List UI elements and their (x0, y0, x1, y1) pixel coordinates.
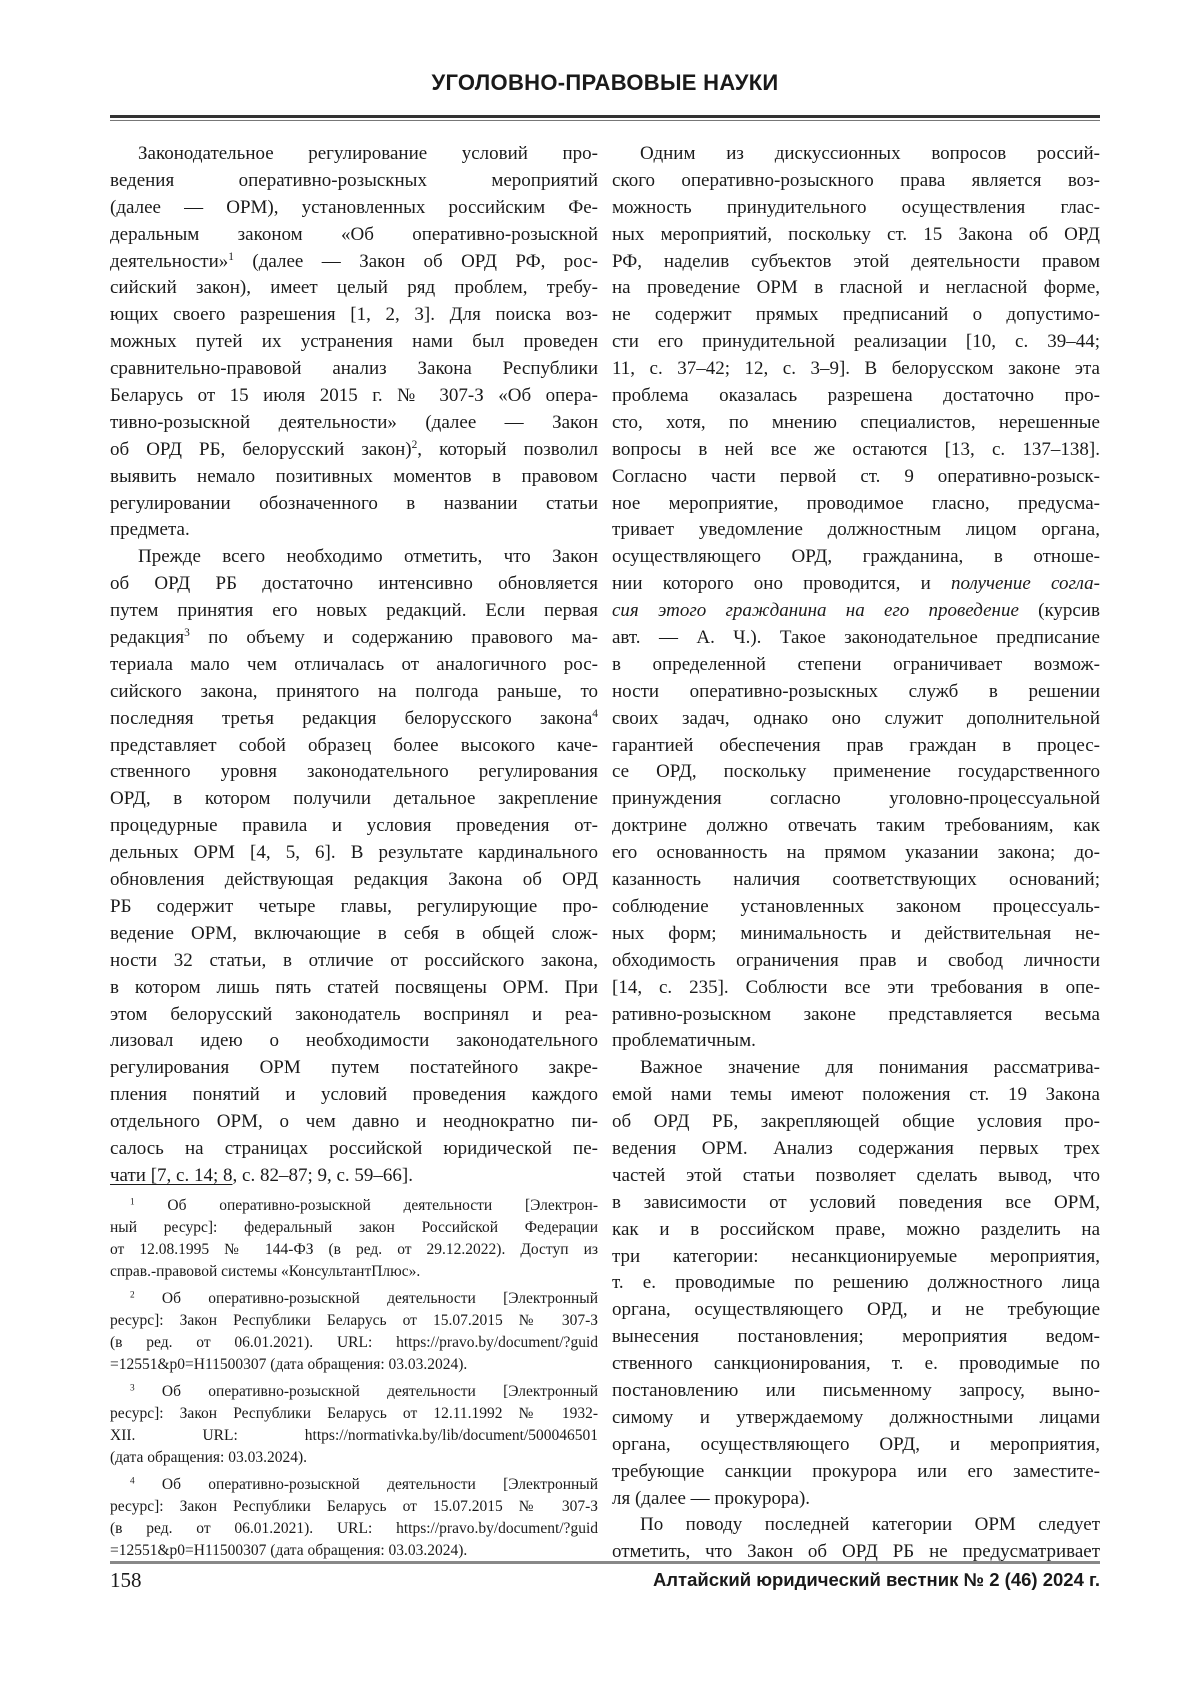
text-line (110, 894, 598, 921)
text-line (110, 141, 598, 168)
text-run: ное мероприятие, проводимое гласно, предусма- (612, 493, 1100, 514)
text-line (110, 625, 598, 652)
text-run: т. е. проводимые по решению должностного лица (612, 1272, 1100, 1293)
text-line (612, 517, 1100, 544)
text-run: Согласно части первой ст. 9 оперативно-розыск- (612, 466, 1100, 487)
text-line (110, 302, 598, 329)
text-line (612, 1055, 1100, 1082)
text-line (110, 867, 598, 894)
text-line (110, 1518, 598, 1540)
footnote-ref: 1 (228, 251, 234, 263)
text-line (110, 598, 598, 625)
text-run: обходимость ограничения прав и свобод личности (612, 950, 1100, 971)
text-line (110, 437, 598, 464)
text-run: пления понятий и условий проведения каждого (110, 1084, 598, 1105)
text-run: По поводу последней категории ОРМ следует (640, 1514, 1100, 1535)
text-line (612, 329, 1100, 356)
footnote-ref: 2 (130, 1290, 135, 1300)
text-run: сто, хотя, по мнению специалистов, нерешенные (612, 412, 1100, 433)
text-run: деральным законом «Об оперативно-розыскной (110, 224, 598, 245)
section-title: УГОЛОВНО-ПРАВОВЫЕ НАУКИ (110, 70, 1100, 96)
footnote (110, 1474, 598, 1562)
text-line (110, 275, 598, 302)
text-line (110, 1540, 598, 1562)
text-line (612, 733, 1100, 760)
page-number: 158 (110, 1568, 142, 1593)
text-run: отметить, что Закон об ОРД РБ не предусматривает (612, 1541, 1100, 1562)
text-line (612, 948, 1100, 975)
text-run: емой нами темы имеют положения ст. 19 Закона (612, 1084, 1100, 1105)
text-run: ственного уровня законодательного регулирования (110, 761, 598, 782)
italic-text: получение согла- (951, 573, 1100, 594)
footnote-ref: 2 (412, 439, 418, 451)
text-line (612, 410, 1100, 437)
footnote (110, 1195, 598, 1283)
text-line (612, 759, 1100, 786)
text-line (110, 168, 598, 195)
text-run: дельных ОРМ [4, 5, 6]. В результате кардинального (110, 842, 598, 863)
text-line (612, 464, 1100, 491)
text-run: (дата обращения: 03.03.2024). (110, 1449, 307, 1466)
text-line (612, 1486, 1100, 1513)
text-line (110, 1109, 598, 1136)
text-run: 11, с. 37–42; 12, с. 3–9]. В белорусском законе эта (612, 358, 1100, 379)
text-run: ведение ОРМ, включающие в себя в общей слож- (110, 923, 598, 944)
text-run: органа, осуществляющего ОРД, и мероприятия, (612, 1434, 1100, 1455)
text-run: принуждения согласно уголовно-процессуальной (612, 788, 1100, 809)
text-line (110, 733, 598, 760)
text-line (110, 222, 598, 249)
text-run: вынесения постановления; мероприятия ведом- (612, 1326, 1100, 1347)
text-line (612, 1378, 1100, 1405)
text-line (110, 1310, 598, 1332)
text-run: проблематичным. (612, 1030, 756, 1051)
text-line (612, 222, 1100, 249)
text-line (612, 1432, 1100, 1459)
text-run: =12551&p0=H11500307 (дата обращения: 03.03.2024). (110, 1356, 467, 1373)
text-line (110, 410, 598, 437)
text-run: ный ресурс]: федеральный закон Российской Федерации (110, 1219, 598, 1236)
text-run: Важное значение для понимания рассматрива- (640, 1057, 1100, 1078)
text-line (612, 1297, 1100, 1324)
text-run: ных мероприятий, поскольку ст. 15 Закона об ОРД (612, 224, 1100, 245)
text-run: казанность наличия соответствующих оснований; (612, 869, 1100, 890)
text-run: выявить немало позитивных моментов в правовом (110, 466, 598, 487)
text-run: путем принятия его новых редакций. Если первая (110, 600, 598, 621)
text-run: в котором лишь пять статей посвящены ОРМ. При (110, 977, 598, 998)
footnote (110, 1288, 598, 1376)
text-line (612, 1512, 1100, 1539)
text-run: тивно-розыскной деятельности» (далее — Закон (110, 412, 598, 433)
text-line (110, 1354, 598, 1376)
text-run: проблема оказалась разрешена достаточно про- (612, 385, 1100, 406)
text-run: осуществляющего ОРД, гражданина, в отноше- (612, 546, 1100, 567)
text-run: (курсив (1019, 600, 1100, 621)
text-run: регулирования ОРМ путем постатейного закре- (110, 1057, 598, 1078)
text-line (612, 571, 1100, 598)
left-column-body (110, 141, 598, 1190)
text-run: можных путей их устранения нами был проведен (110, 331, 598, 352)
text-run: в зависимости от условий поведения все ОРМ, (612, 1192, 1100, 1213)
text-line (110, 1239, 598, 1261)
journal-title: Алтайский юридический вестник № 2 (46) 2024 г. (653, 1569, 1100, 1591)
text-run: процедурные правила и условия проведения от- (110, 815, 598, 836)
text-run: последняя третья редакция белорусского закона (110, 708, 592, 729)
text-line (612, 1190, 1100, 1217)
text-line (110, 706, 598, 733)
text-run: , который позволил (417, 439, 598, 460)
text-run: не содержит прямых предписаний о допустимо- (612, 304, 1100, 325)
text-run: ресурс]: Закон Республики Беларусь от 15.07.2015 № 307-З (110, 1498, 598, 1515)
text-line (612, 1136, 1100, 1163)
text-line (110, 1332, 598, 1354)
text-line (110, 1055, 598, 1082)
text-line (110, 652, 598, 679)
text-line (612, 867, 1100, 894)
text-run: Об оперативно-розыскной деятельности [Электронный (135, 1290, 598, 1307)
text-run: представляет собой образец более высокого каче- (110, 735, 598, 756)
text-line (110, 1425, 598, 1447)
text-run: Об оперативно-розыскной деятельности [Электронный (135, 1476, 598, 1493)
text-run: (далее — ОРМ), установленных российским Фе- (110, 197, 598, 218)
text-run: Одним из дискуссионных вопросов россий- (640, 143, 1100, 164)
text-line (110, 786, 598, 813)
text-line (612, 1002, 1100, 1029)
text-run: (далее — Закон об ОРД РФ, рос- (234, 251, 598, 272)
text-run: требующие санкции прокурора или его заместите- (612, 1461, 1100, 1482)
text-run: ющих своего разрешения [1, 2, 3]. Для поиска воз- (110, 304, 598, 325)
footnote (110, 1381, 598, 1469)
text-run: ского оперативно-розыскного права является воз- (612, 170, 1100, 191)
text-line (110, 1217, 598, 1239)
text-line (110, 517, 598, 544)
text-line (612, 1163, 1100, 1190)
text-run: отдельного ОРМ, о чем давно и неоднократно пи- (110, 1111, 598, 1132)
footer-rule (110, 1561, 1100, 1564)
text-run: [14, с. 235]. Соблюсти все эти требования в опе- (612, 977, 1100, 998)
text-run: , с. 82–87; 9, с. 59–66]. (233, 1165, 413, 1186)
text-line (110, 813, 598, 840)
text-line (110, 329, 598, 356)
text-line (110, 1474, 598, 1496)
text-line (612, 894, 1100, 921)
text-run: редакция (110, 627, 184, 648)
text-run: гарантией обеспечения прав граждан в процес- (612, 735, 1100, 756)
text-line (110, 975, 598, 1002)
text-run: нии которого оно проводится, и (612, 573, 951, 594)
text-run: (в ред. от 06.01.2021). URL: https://pravo.by/document/?guid (110, 1334, 598, 1351)
text-run: авт. — А. Ч.). Такое законодательное предписание (612, 627, 1100, 648)
text-run: доктрине должно отвечать таким требованиям, как (612, 815, 1100, 836)
text-line (612, 813, 1100, 840)
text-line (110, 571, 598, 598)
text-line (110, 1381, 598, 1403)
text-run: своих задач, однако оно служит дополнительной (612, 708, 1100, 729)
footnote-ref: 4 (592, 708, 598, 720)
text-line (612, 491, 1100, 518)
text-run: по объему и содержанию правового ма- (190, 627, 598, 648)
text-run: сийского закона, принятого на полгода раньше, то (110, 681, 598, 702)
text-run: Об оперативно-розыскной деятельности [Электронный (135, 1383, 598, 1400)
text-run: ственного санкционирования, т. е. проводимые по (612, 1353, 1100, 1374)
text-run: Об оперативно-розыскной деятельности [Электрон- (135, 1197, 598, 1214)
text-run: тривает уведомление должностным лицом органа, (612, 519, 1100, 540)
text-line (612, 1270, 1100, 1297)
text-line (110, 921, 598, 948)
text-run: териала мало чем отличалась от аналогичного рос- (110, 654, 598, 675)
text-run: ля (далее — прокурора). (612, 1488, 810, 1509)
text-run: симому и утверждаемому должностными лицами (612, 1407, 1100, 1428)
text-line (110, 491, 598, 518)
text-run: частей этой статьи позволяет сделать вывод, что (612, 1165, 1100, 1186)
text-run: Беларусь от 15 июля 2015 г. № 307-З «Об опера- (110, 385, 598, 406)
text-run: обновления действующая редакция Закона об ОРД (110, 869, 598, 890)
footnote-ref: 1 (130, 1197, 135, 1207)
text-line (612, 679, 1100, 706)
text-run: справ.-правовой системы «КонсультантПлюс». (110, 1263, 420, 1280)
text-run: сти его принудительной реализации [10, с. 39–44; (612, 331, 1100, 352)
text-line (612, 1351, 1100, 1378)
text-run: регулировании обозначенного в названии статьи (110, 493, 598, 514)
text-run: ведения ОРМ. Анализ содержания первых трех (612, 1138, 1100, 1159)
text-line (612, 625, 1100, 652)
text-run: предмета. (110, 519, 190, 540)
footnote-ref: 3 (130, 1383, 135, 1393)
text-run: этом белорусский законодатель воспринял и реа- (110, 1004, 598, 1025)
text-line (612, 1082, 1100, 1109)
text-run: об ОРД РБ, закрепляющей общие условия про- (612, 1111, 1100, 1132)
text-line (612, 975, 1100, 1002)
text-line (110, 759, 598, 786)
text-run: соблюдение установленных законом процессуаль- (612, 896, 1100, 917)
footnote-ref: 4 (130, 1476, 135, 1486)
text-line (110, 679, 598, 706)
underlined-text: чати [7, с. 14; 8 (110, 1165, 233, 1186)
italic-text: сия этого гражданина на его проведение (612, 600, 1019, 621)
text-line (612, 840, 1100, 867)
text-run: сийский закон), имеет целый ряд проблем, требу- (110, 277, 598, 298)
text-line (612, 249, 1100, 276)
text-line (612, 1324, 1100, 1351)
text-line (110, 1002, 598, 1029)
text-run: постановлению или письменному запросу, выно- (612, 1380, 1100, 1401)
text-run: как и в российском праве, можно разделить на (612, 1219, 1100, 1240)
text-line (110, 249, 598, 276)
text-run: лизовал идею о необходимости законодательного (110, 1030, 598, 1051)
text-line (612, 598, 1100, 625)
text-run: об ОРД РБ, белорусский закон) (110, 439, 412, 460)
text-run: ных форм; минимальность и действительная не- (612, 923, 1100, 944)
text-line (110, 1136, 598, 1163)
text-run: деятельности» (110, 251, 228, 272)
footnotes (110, 1195, 598, 1567)
text-line (612, 383, 1100, 410)
text-line (110, 1496, 598, 1518)
text-line (612, 1217, 1100, 1244)
text-run: салось на страницах российской юридической пе- (110, 1138, 598, 1159)
text-line (110, 1082, 598, 1109)
text-line (612, 437, 1100, 464)
text-line (612, 302, 1100, 329)
text-run: в определенной степени ограничивает возмож- (612, 654, 1100, 675)
text-run: органа, осуществляющего ОРД, и не требующие (612, 1299, 1100, 1320)
text-run: ресурс]: Закон Республики Беларусь от 15.07.2015 № 307-З (110, 1312, 598, 1329)
text-line (110, 544, 598, 571)
text-line (110, 1261, 598, 1283)
text-run: ности оперативно-розыскных служб в решении (612, 681, 1100, 702)
text-run: ведения оперативно-розыскных мероприятий (110, 170, 598, 191)
text-line (612, 195, 1100, 222)
text-line (110, 1195, 598, 1217)
text-line (110, 383, 598, 410)
text-run: сравнительно-правовой анализ Закона Республики (110, 358, 598, 379)
text-line (110, 1028, 598, 1055)
text-line (110, 840, 598, 867)
text-line (612, 1028, 1100, 1055)
text-run: ресурс]: Закон Республики Беларусь от 12.11.1992 № 1932- (110, 1405, 598, 1422)
text-line (110, 1447, 598, 1469)
text-run: вопросы в ней все же остаются [13, с. 137–138]. (612, 439, 1100, 460)
text-run: ративно-розыскном законе представляется весьма (612, 1004, 1100, 1025)
text-run: его основанность на прямом указании закона; до- (612, 842, 1100, 863)
text-run: от 12.08.1995 № 144-ФЗ (в ред. от 29.12.2022). Доступ из (110, 1241, 598, 1258)
text-line (110, 1403, 598, 1425)
text-run: можность принудительного осуществления глас- (612, 197, 1100, 218)
text-line (612, 1459, 1100, 1486)
text-run: (в ред. от 06.01.2021). URL: https://pravo.by/document/?guid (110, 1520, 598, 1537)
text-line (110, 356, 598, 383)
footnote-ref: 3 (184, 627, 190, 639)
text-line (110, 1163, 598, 1190)
text-line (612, 275, 1100, 302)
text-line (110, 948, 598, 975)
text-run: РФ, наделив субъектов этой деятельности правом (612, 251, 1100, 272)
text-line (612, 1405, 1100, 1432)
header-rule-thin (110, 120, 1100, 121)
text-line (612, 1109, 1100, 1136)
text-line (612, 786, 1100, 813)
text-run: се ОРД, поскольку применение государственного (612, 761, 1100, 782)
text-line (110, 195, 598, 222)
text-line (612, 1244, 1100, 1271)
header-rule (110, 115, 1100, 118)
text-line (110, 464, 598, 491)
text-line (110, 1288, 598, 1310)
text-line (612, 168, 1100, 195)
text-run: об ОРД РБ достаточно интенсивно обновляется (110, 573, 598, 594)
text-line (612, 141, 1100, 168)
text-run: РБ содержит четыре главы, регулирующие про- (110, 896, 598, 917)
text-line (612, 652, 1100, 679)
text-run: ОРД, в котором получили детальное закрепление (110, 788, 598, 809)
text-run: Законодательное регулирование условий про- (138, 143, 598, 164)
text-run: Прежде всего необходимо отметить, что Закон (138, 546, 598, 567)
text-run: =12551&p0=H11500307 (дата обращения: 03.03.2024). (110, 1542, 467, 1559)
text-run: три категории: несанкционируемые мероприятия, (612, 1246, 1100, 1267)
text-line (612, 544, 1100, 571)
right-column-body (612, 141, 1100, 1566)
text-line (612, 921, 1100, 948)
text-run: XII. URL: https://normativka.by/lib/document/500046501 (110, 1427, 598, 1444)
text-run: ности 32 статьи, в отличие от российского закона, (110, 950, 598, 971)
text-line (612, 706, 1100, 733)
text-line (612, 356, 1100, 383)
text-run: на проведение ОРМ в гласной и негласной форме, (612, 277, 1100, 298)
